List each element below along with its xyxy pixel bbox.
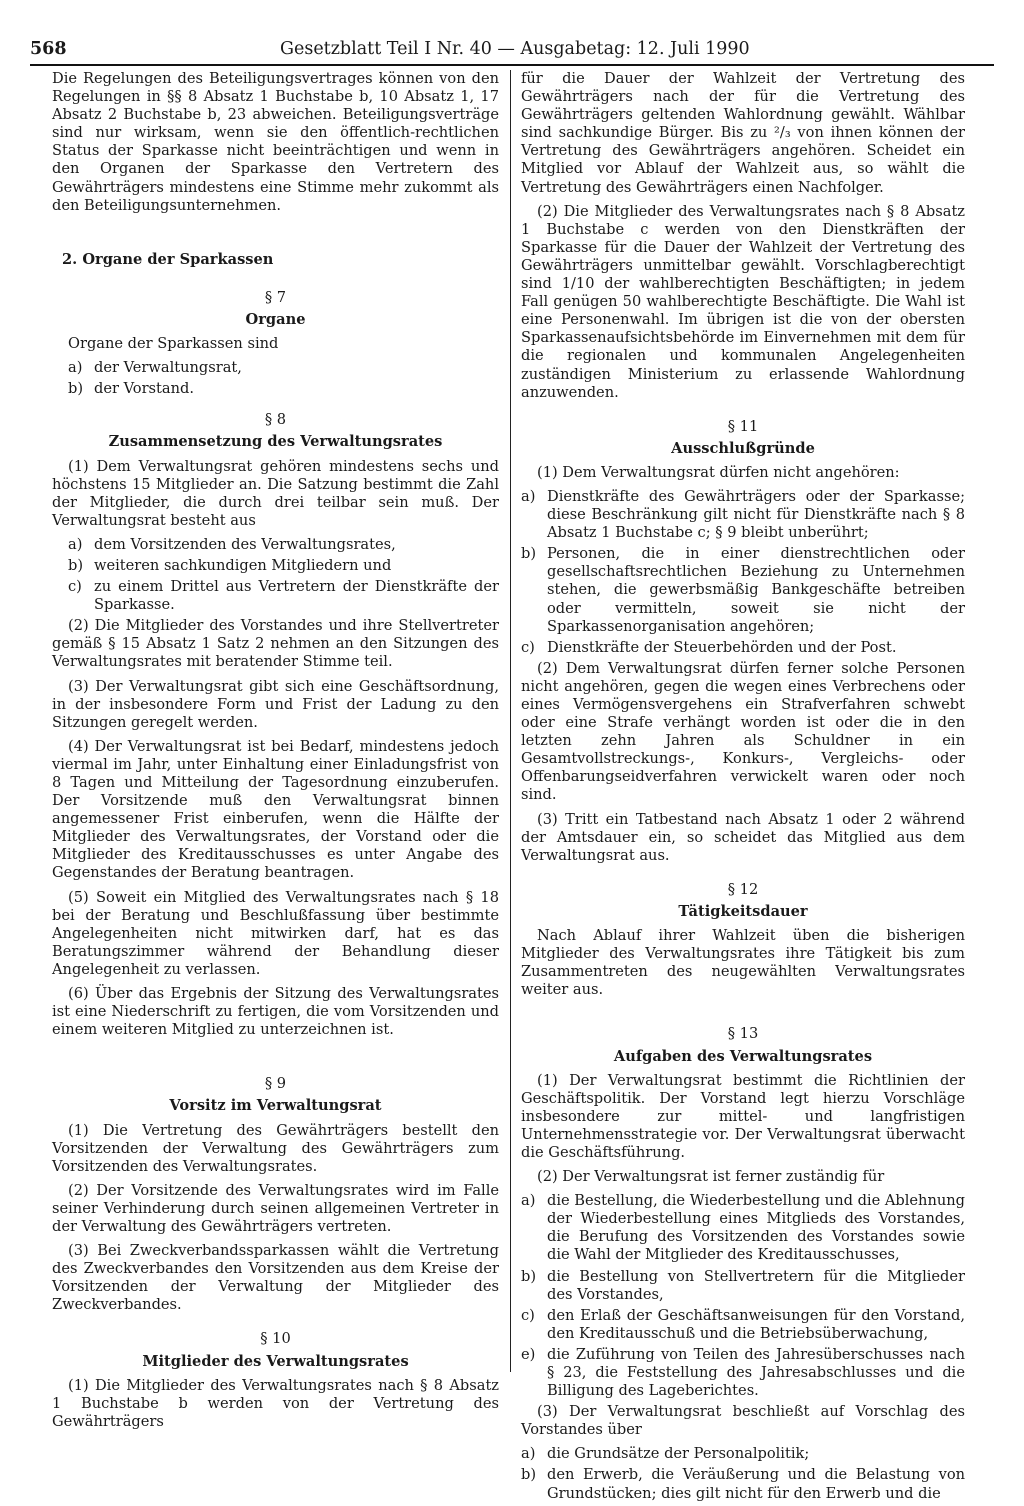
section-title: Zusammensetzung des Verwaltungsrates — [108, 433, 443, 451]
list-text: die Bestellung, die Wiederbestellung und die Ablehnung der Wiederbestellung eines Mitglieds des Vorstandes, die Berufung des Vorsitzenden des Vorstandes sowie die Wahl der Mitglieder des Kreditausschusses, — [547, 1192, 965, 1264]
list-text: die Grundsätze der Personalpolitik; — [547, 1445, 810, 1463]
paragraph: Nach Ablauf ihrer Wahlzeit üben die bisherigen Mitglieder des Verwaltungsrates ihre Tätigkeit bis zum Zusammentreten des neugewählten Verwaltungsrates weiter aus. — [521, 927, 965, 999]
paragraph: (5) Soweit ein Mitglied des Verwaltungsrates nach § 18 bei der Beratung und Beschlußfassung über bestimmte Angelegenheiten nicht mitwirken darf, hat es das Beratungszimmer während der Behandlung dieser Angelegenheit zu verlassen. — [52, 888, 499, 978]
list-text: weiteren sachkundigen Mitgliedern und — [94, 556, 392, 574]
paragraph: (2) Der Vorsitzende des Verwaltungsrates wird im Falle seiner Verhinderung durch seinen allgemeinen Vertreter in der Verwaltung des Gewährträgers vertreten. — [52, 1181, 499, 1235]
chapter-heading: 2. Organe der Sparkassen — [62, 250, 274, 268]
list-text: Personen, die in einer dienstrechtlichen oder gesellschaftsrechtlichen Beziehung zu Unternehmen stehen, die gewerbsmäßig Bankgeschäfte betreiben oder vermitteln, soweit sie nicht der Sparkassenorganisation angehören; — [547, 545, 965, 635]
list-item — [521, 639, 965, 657]
paragraph: (1) Die Vertretung des Gewährträgers bestellt den Vorsitzenden der Verwaltung des Gewährträgers zum Vorsitzenden des Verwaltungsrates. — [52, 1121, 499, 1175]
list-item — [68, 536, 499, 554]
paragraph: (1) Dem Verwaltungsrat gehören mindestens sechs und höchstens 15 Mitglieder an. Die Satzung bestimmt die Zahl der Mitglieder, die durch drei teilbar sein muß. Der Verwaltungsrat besteht aus — [52, 457, 499, 529]
list-item — [521, 1445, 965, 1463]
list-label: e) — [521, 1345, 536, 1363]
list-item — [521, 1192, 965, 1264]
list-text: den Erwerb, die Veräußerung und die Belastung von Grundstücken; dies gilt nicht für den Erwerb und die — [547, 1466, 965, 1502]
list-item — [521, 1346, 965, 1400]
list-item — [68, 578, 499, 614]
list-item — [68, 380, 499, 398]
section-number: § 7 — [264, 288, 287, 306]
paragraph: Organe der Sparkassen sind — [68, 335, 279, 353]
section-number: § 13 — [727, 1025, 759, 1043]
list-item — [521, 1268, 965, 1304]
right-column — [521, 70, 965, 1506]
section-number: § 11 — [727, 417, 759, 435]
list-label: b) — [521, 545, 537, 563]
list-text: der Vorstand. — [94, 380, 194, 398]
left-column — [52, 70, 499, 1437]
paragraph: für die Dauer der Wahlzeit der Vertretung des Gewährträgers nach der für die Vertretung des Gewährträgers geltenden Wahlordnung gewählt. Wählbar sind sachkundige Bürger. Bis zu ²/₃ von ihnen können der Vertretung des Gewährträgers angehören. Scheidet ein Mitglied vor Ablauf der Wahlzeit aus, so wählt die Vertretung des Gewährträgers einen Nachfolger. — [521, 70, 965, 196]
page-number: 568 — [30, 39, 67, 59]
list-label: a) — [521, 1445, 536, 1463]
paragraph: (4) Der Verwaltungsrat ist bei Bedarf, mindestens jedoch viermal im Jahr, unter Einhaltung einer Einladungsfrist von 8 Tagen und Mitteilung der Tagesordnung einzuberufen. Der Vorsitzende muß den Verwaltungsrat binnen angemessener Frist einberufen, wenn die Hälfte der Mitglieder des Verwaltungsrates, der Vorstand oder die Mitglieder des Kreditausschusses es unter Angabe des Gegenstandes der Beratung beantragen. — [52, 737, 499, 882]
paragraph: (3) Tritt ein Tatbestand nach Absatz 1 oder 2 während der Amtsdauer ein, so scheidet das Mitglied aus dem Verwaltungsrat aus. — [521, 810, 965, 864]
list-text: die Zuführung von Teilen des Jahresüberschusses nach § 23, die Feststellung des Jahresabschlusses und die Billigung des Lageberichtes. — [547, 1345, 965, 1400]
list-label: b) — [68, 380, 84, 398]
list-label: a) — [68, 359, 83, 377]
page-header — [30, 34, 994, 64]
section-number: § 8 — [264, 411, 287, 429]
section-title: Aufgaben des Verwaltungsrates — [613, 1047, 873, 1065]
paragraph: (1) Dem Verwaltungsrat dürfen nicht angehören: — [537, 463, 900, 481]
paragraph: (2) Der Verwaltungsrat ist ferner zuständig für — [537, 1168, 885, 1186]
list-label: c) — [68, 578, 82, 596]
list-label: b) — [521, 1267, 537, 1285]
section-number: § 10 — [260, 1330, 291, 1348]
list-text: dem Vorsitzenden des Verwaltungsrates, — [94, 535, 396, 553]
paragraph: (3) Der Verwaltungsrat gibt sich eine Geschäftsordnung, in der insbesondere Form und Frist der Ladung zu den Sitzungen geregelt werden. — [52, 677, 499, 731]
header-rule — [30, 64, 994, 66]
list-text: zu einem Drittel aus Vertretern der Dienstkräfte der Sparkasse. — [94, 578, 499, 614]
paragraph: (1) Die Mitglieder des Verwaltungsrates nach § 8 Absatz 1 Buchstabe b werden von der Vertretung des Gewährträgers — [52, 1376, 499, 1430]
paragraph: (1) Der Verwaltungsrat bestimmt die Richtlinien der Geschäftspolitik. Der Vorstand legt hierzu Vorschläge insbesondere zur mittel- und langfristigen Unternehmensstrategie vor. Der Verwaltungsrat überwacht die Geschäftsführung. — [521, 1071, 965, 1161]
list-item — [521, 488, 965, 542]
paragraph: (2) Dem Verwaltungsrat dürfen ferner solche Personen nicht angehören, gegen die wegen eines Verbrechens oder eines Vermögensvergehens ein Strafverfahren schwebt oder eine Strafe verhängt worden ist oder die in den letzten zehn Jahren als Schuldner in ein Gesamtvollstreckungs-, Konkurs-, Vergleichs- oder Offenbarungseidverfahren verwickelt waren oder noch sind. — [521, 659, 965, 804]
paragraph: (6) Über das Ergebnis der Sitzung des Verwaltungsrates ist eine Niederschrift zu fertigen, die vom Vorsitzenden und einem weiteren Mitglied zu unterzeichnen ist. — [52, 985, 499, 1039]
section-number: § 9 — [264, 1075, 287, 1093]
column-divider — [510, 70, 511, 1372]
section-title: Tätigkeitsdauer — [678, 902, 808, 920]
section-title: Organe — [245, 310, 306, 328]
paragraph: (3) Der Verwaltungsrat beschließt auf Vorschlag des Vorstandes über — [521, 1403, 965, 1439]
list-item — [521, 1307, 965, 1343]
intro-paragraph: Die Regelungen des Beteiligungsvertrages können von den Regelungen in §§ 8 Absatz 1 Buchstabe b, 10 Absatz 1, 17 Absatz 2 Buchstabe b, 23 abweichen. Beteiligungsverträge sind nur wirksam, wenn sie den öffentlich-rechtlichen Status der Sparkasse nicht beeinträchtigen und wenn in den Organen der Sparkasse den Vertretern des Gewährträgers mindestens eine Stimme mehr zukommt als den Beteiligungsunternehmen. — [52, 70, 499, 214]
list-label: c) — [521, 638, 535, 656]
list-text: der Verwaltungsrat, — [94, 359, 242, 377]
list-item — [68, 359, 499, 377]
paragraph: (2) Die Mitglieder des Verwaltungsrates nach § 8 Absatz 1 Buchstabe c werden von den Dienstkräften der Sparkasse für die Dauer der Wahlzeit der Vertretung des Gewährträgers unmittelbar gewählt. Vorschlagberechtigt sind 1/10 der wahlberechtigten Beschäftigten; in jedem Fall genügen 50 wahlberechtigte Beschäftigte. Die Wahl ist eine Personenwahl. Im übrigen ist die von der obersten Sparkassenaufsichtsbehörde im Einvernehmen mit dem für die regionalen und kommunalen Angelegenheiten zuständigen Ministerium zu erlassende Wahlordnung anzuwenden. — [521, 202, 965, 401]
list-item — [521, 545, 965, 635]
list-label: a) — [521, 487, 536, 505]
list-label: b) — [521, 1466, 537, 1484]
list-item — [68, 557, 499, 575]
section-title: Ausschlußgründe — [671, 439, 815, 457]
paragraph: (2) Die Mitglieder des Vorstandes und ihre Stellvertreter gemäß § 15 Absatz 1 Satz 2 nehmen an den Sitzungen des Verwaltungsrates mit beratender Stimme teil. — [52, 617, 499, 671]
list-text: den Erlaß der Geschäftsanweisungen für den Vorstand, den Kreditausschuß und die Betriebsüberwachung, — [547, 1306, 965, 1342]
section-title: Mitglieder des Verwaltungsrates — [142, 1352, 409, 1370]
paragraph: (3) Bei Zweckverbandssparkassen wählt die Vertretung des Zweckverbandes den Vorsitzenden aus dem Kreise der Vorsitzenden der Verwaltung der Mitglieder des Zweckverbandes. — [52, 1242, 499, 1314]
list-text: die Bestellung von Stellvertretern für die Mitglieder des Vorstandes, — [547, 1267, 965, 1303]
list-item — [521, 1466, 965, 1502]
running-title: Gesetzblatt Teil I Nr. 40 — Ausgabetag: 12. Juli 1990 — [280, 39, 750, 59]
list-label: c) — [521, 1306, 535, 1324]
section-number: § 12 — [727, 880, 759, 898]
list-label: a) — [521, 1192, 536, 1210]
section-title: Vorsitz im Verwaltungsrat — [169, 1097, 382, 1115]
list-label: a) — [68, 535, 83, 553]
list-text: Dienstkräfte der Steuerbehörden und der Post. — [547, 638, 897, 656]
list-label: b) — [68, 556, 84, 574]
list-text: Dienstkräfte des Gewährträgers oder der Sparkasse; diese Beschränkung gilt nicht für Dienstkräfte nach § 8 Absatz 1 Buchstabe c; § 9 bleibt unberührt; — [547, 487, 965, 542]
